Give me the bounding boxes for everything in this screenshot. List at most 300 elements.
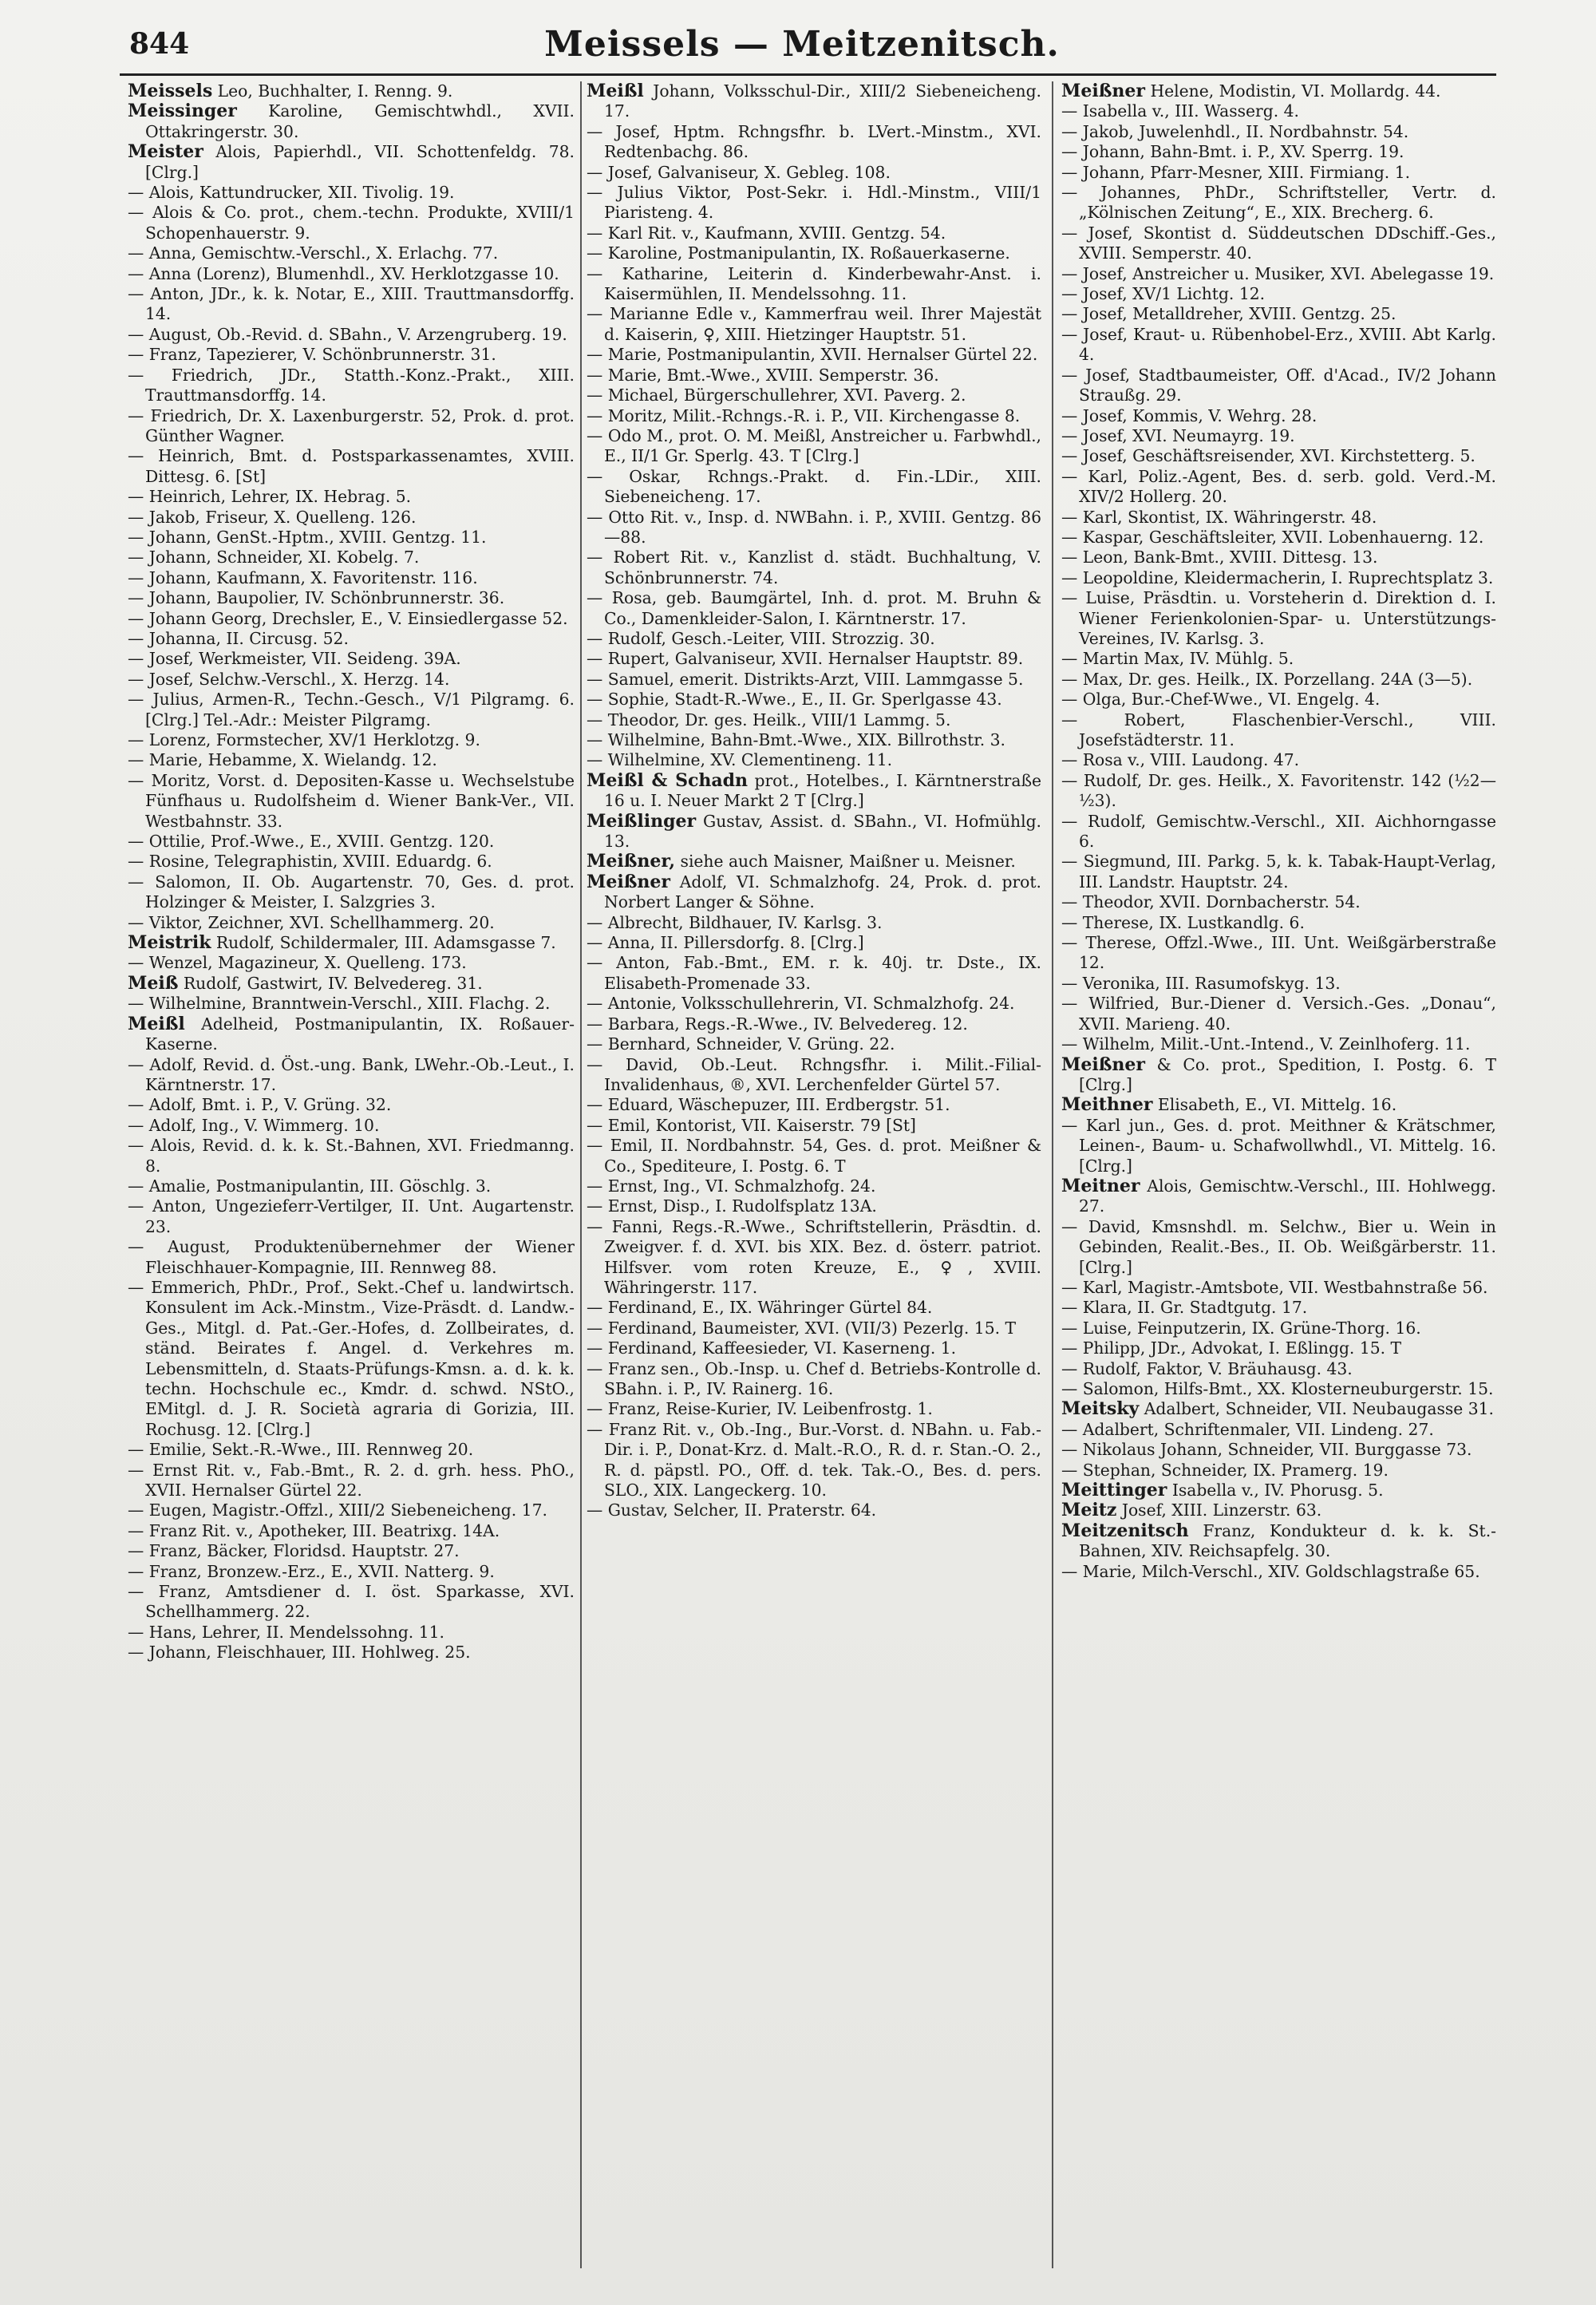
directory-entry <box>587 994 1041 1014</box>
entry-surname: Meißner, <box>587 851 676 872</box>
entry-text: — Bernhard, Schneider, V. Grüng. 22. <box>587 1034 895 1054</box>
directory-entry <box>128 101 575 142</box>
entry-text: — Salomon, Hilfs-Bmt., XX. Klosterneuburgerstr. 15. <box>1061 1379 1494 1398</box>
entry-text: — Leopoldine, Kleidermacherin, I. Ruprechtsplatz 3. <box>1061 567 1494 587</box>
directory-entry <box>1061 142 1496 162</box>
directory-entry <box>587 710 1041 730</box>
directory-column-2 <box>587 81 1041 2284</box>
directory-entry <box>587 467 1041 508</box>
directory-entry <box>1061 710 1496 751</box>
directory-entry <box>128 933 575 953</box>
entry-text: — Hans, Lehrer, II. Mendelssohng. 11. <box>128 1622 444 1642</box>
entry-text: — Marie, Postmanipulantin, XVII. Hernalser Gürtel 22. <box>587 345 1038 365</box>
directory-entry <box>1061 223 1496 264</box>
entry-text: — Johann, GenSt.-Hptm., XVIII. Gentzg. 11. <box>128 527 487 547</box>
directory-entry <box>1061 304 1496 324</box>
entry-surname: Meitz <box>1061 1500 1117 1521</box>
entry-surname: Meissels <box>128 81 213 101</box>
directory-entry <box>587 1095 1041 1115</box>
entry-text: — Friedrich, Dr. X. Laxenburgerstr. 52, Prok. d. prot. Günther Wagner. <box>128 405 575 445</box>
header-rule <box>120 73 1496 76</box>
directory-entry <box>1061 771 1496 812</box>
entry-text: — Fanni, Regs.-R.-Wwe., Schriftstellerin, Präsdtin. d. Zweigver. f. d. XVI. bis XIX. Bez. d. österr. patriot. Hilfsver. vom roten Kreuze, E., ♀, XVIII. Währingerstr. 117. <box>587 1216 1041 1297</box>
entry-text: — Wilhelm, Milit.-Unt.-Intend., V. Zeinlhoferg. 11. <box>1061 1034 1471 1054</box>
directory-entry <box>128 366 575 406</box>
directory-entry <box>1061 508 1496 528</box>
directory-entry <box>1061 568 1496 588</box>
directory-entry <box>1061 1521 1496 1562</box>
entry-text: — Anton, JDr., k. k. Notar, E., XIII. Trauttmansdorffg. 14. <box>128 284 575 324</box>
entry-text: Alois, Gemischtw.-Verschl., III. Hohlwegg. 27. <box>1079 1176 1496 1216</box>
entry-text: — Odo M., prot. O. M. Meißl, Anstreicher u. Farbwhdl., E., II/1 Gr. Sperlg. 43. T [Clrg.] <box>587 425 1041 466</box>
entry-text: — Johann, Kaufmann, X. Favoritenstr. 116. <box>128 567 478 587</box>
entry-text: — Stephan, Schneider, IX. Pramerg. 19. <box>1061 1460 1389 1480</box>
directory-entry <box>587 730 1041 750</box>
entry-text: — Wilhelmine, Branntwein-Verschl., XIII. Flachg. 2. <box>128 994 551 1014</box>
directory-entry <box>1061 750 1496 770</box>
entry-text: — Barbara, Regs.-R.-Wwe., IV. Belvedereg. 12. <box>587 1014 968 1034</box>
entry-text: — Klara, II. Gr. Stadtgutg. 17. <box>1061 1298 1308 1318</box>
entry-text: — Max, Dr. ges. Heilk., IX. Porzellang. 24A (3—5). <box>1061 669 1473 689</box>
directory-entry <box>587 548 1041 588</box>
entry-text: — Ottilie, Prof.-Wwe., E., XVIII. Gentzg. 120. <box>128 832 495 852</box>
directory-entry <box>587 1217 1041 1299</box>
directory-entry <box>1061 974 1496 994</box>
entry-text: Gustav, Assist. d. SBahn., VI. Hofmühlg. 13. <box>604 811 1041 852</box>
entry-text: — Johann Georg, Drechsler, E., V. Einsiedlergasse 52. <box>128 608 568 628</box>
entry-text: — Albrecht, Bildhauer, IV. Karlsg. 3. <box>587 912 883 932</box>
entry-text: — August, Produktenübernehmer der Wiener Fleischhauer-Kompagnie, III. Rennweg 88. <box>128 1237 575 1277</box>
entry-text: — Anton, Ungezieferr-Vertilger, II. Unt. Augartenstr. 23. <box>128 1196 575 1236</box>
directory-entry <box>587 81 1041 122</box>
entry-text: — Karl, Poliz.-Agent, Bes. d. serb. gold. Verd.-M. XIV/2 Hollerg. 20. <box>1061 466 1496 507</box>
entry-text: — Ernst, Ing., VI. Schmalzhofg. 24. <box>587 1176 876 1196</box>
entry-text: — Oskar, Rchngs.-Prakt. d. Fin.-LDir., XIII. Siebeneicheng. 17. <box>587 466 1041 507</box>
directory-entry <box>1061 690 1496 710</box>
entry-text: — Robert Rit. v., Kanzlist d. städt. Buchhaltung, V. Schönbrunnerstr. 74. <box>587 548 1041 587</box>
entry-text: — Lorenz, Formstecher, XV/1 Herklotzg. 9. <box>128 730 480 749</box>
entry-text: — Alois, Kattundrucker, XII. Tivolig. 19. <box>128 183 455 203</box>
directory-entry <box>1061 1562 1496 1582</box>
entry-text: — Ferdinand, E., IX. Währinger Gürtel 84. <box>587 1298 933 1318</box>
directory-entry <box>1061 812 1496 852</box>
entry-text: — Friedrich, JDr., Statth.-Konz.-Prakt., XIII. Trauttmansdorffg. 14. <box>128 365 575 405</box>
directory-entry <box>128 832 575 852</box>
entry-text: — Amalie, Postmanipulantin, III. Göschlg. 3. <box>128 1176 492 1196</box>
directory-entry <box>587 629 1041 649</box>
entry-text: — Ernst Rit. v., Fab.-Bmt., R. 2. d. grh. hess. PhO., XVII. Hernalser Gürtel 22. <box>128 1460 575 1500</box>
directory-entry <box>1061 1420 1496 1440</box>
directory-entry <box>1061 1176 1496 1217</box>
directory-entry <box>128 994 575 1014</box>
directory-entry <box>1061 933 1496 974</box>
directory-entry <box>1061 325 1496 366</box>
entry-text: — Karl, Skontist, IX. Währingerstr. 48. <box>1061 507 1377 527</box>
directory-entry <box>587 1500 1041 1520</box>
entry-text: — Alois & Co. prot., chem.-techn. Produkte, XVIII/1 Schopenhauerstr. 9. <box>128 203 575 243</box>
entry-text: Rudolf, Gastwirt, IV. Belvedereg. 31. <box>183 973 483 993</box>
directory-entry <box>1061 467 1496 508</box>
directory-entry <box>128 345 575 365</box>
directory-entry <box>587 385 1041 405</box>
directory-entry <box>1061 1338 1496 1358</box>
entry-surname: Meissinger <box>128 101 237 122</box>
entry-text: — Therese, Offzl.-Wwe., III. Unt. Weißgärberstraße 12. <box>1061 933 1496 973</box>
entry-text: — Heinrich, Bmt. d. Postsparkassenamtes, XVIII. Dittesg. 6. [St] <box>128 446 575 486</box>
directory-entry <box>587 406 1041 426</box>
directory-entry <box>587 1420 1041 1501</box>
entry-text: — Eduard, Wäschepuzer, III. Erdbergstr. 51. <box>587 1095 950 1115</box>
directory-entry <box>587 223 1041 243</box>
entry-text: Adelheid, Postmanipulantin, IX. Roßauer-Kaserne. <box>145 1014 575 1054</box>
entry-text: — Martin Max, IV. Mühlg. 5. <box>1061 649 1294 669</box>
entry-text: Elisabeth, E., VI. Mittelg. 16. <box>1157 1095 1397 1115</box>
entry-text: — Marianne Edle v., Kammerfrau weil. Ihrer Majestät d. Kaiserin, ♀, XIII. Hietzinger Hauptstr. 51. <box>587 304 1041 344</box>
directory-entry <box>587 1319 1041 1338</box>
directory-column-3 <box>1061 81 1496 2284</box>
directory-entry <box>1061 122 1496 142</box>
entry-text: — Rosa, geb. Baumgärtel, Inh. d. prot. M. Bruhn & Co., Damenkleider-Salon, I. Kärntnerstr. 17. <box>587 588 1041 628</box>
entry-surname: Meißl <box>128 1013 185 1034</box>
directory-entry <box>587 690 1041 710</box>
directory-entry <box>128 142 575 183</box>
directory-entry <box>1061 994 1496 1034</box>
directory-entry <box>128 508 575 528</box>
directory-entry <box>128 528 575 548</box>
directory-entry <box>587 426 1041 467</box>
entry-text: — Samuel, emerit. Distrikts-Arzt, VIII. Lammgasse 5. <box>587 669 1024 689</box>
directory-entry <box>587 953 1041 994</box>
directory-entry <box>1061 588 1496 649</box>
directory-entry <box>587 1196 1041 1216</box>
directory-entry <box>587 649 1041 669</box>
directory-entry <box>128 1541 575 1561</box>
entry-text: — Emmerich, PhDr., Prof., Sekt.-Chef u. landwirtsch. Konsulent im Ack.-Minstm., Vize-Präsdt. d. Landw.-Ges., Mitgl. d. Pat.-Ger.-Hofes, d. Zollbeirates, d. ständ. Beirates f. Angel. d. Verkehres m. Lebensmitteln, d. Staats-Prüfungs-Kmsn. a. d. k. k. techn. Hochschule ec., Kmdr. d. schwd. NStO., EMitgl. d. J. R. Società agraria di Gorizia, III. Rochusg. 12. [Clrg.] <box>128 1277 575 1439</box>
entry-text: Karoline, Gemischtwhdl., XVII. Ottakringerstr. 30. <box>145 101 575 141</box>
directory-entry <box>1061 649 1496 669</box>
entry-text: — Johannes, PhDr., Schriftsteller, Vertr. d. „Kölnischen Zeitung“, E., XIX. Brecherg. 6. <box>1061 183 1496 223</box>
entry-text: — Wenzel, Magazineur, X. Quelleng. 173. <box>128 953 467 973</box>
directory-entry <box>128 629 575 649</box>
entry-text: — Ernst, Disp., I. Rudolfsplatz 13A. <box>587 1196 877 1216</box>
directory-entry <box>128 670 575 690</box>
page-number: 844 <box>129 27 190 61</box>
entry-text: — Viktor, Zeichner, XVI. Schellhammerg. 20. <box>128 912 495 932</box>
entry-text: — Josef, Metalldreher, XVIII. Gentzg. 25. <box>1061 304 1396 324</box>
directory-entry <box>1061 1298 1496 1318</box>
entry-text: — Leon, Bank-Bmt., XVIII. Dittesg. 13. <box>1061 548 1378 567</box>
entry-text: — Theodor, Dr. ges. Heilk., VIII/1 Lammg. 5. <box>587 710 951 729</box>
directory-entry <box>128 953 575 973</box>
directory-entry <box>587 1055 1041 1096</box>
entry-text: — Adolf, Bmt. i. P., V. Grüng. 32. <box>128 1095 392 1115</box>
directory-entry <box>1061 1055 1496 1096</box>
directory-entry <box>128 568 575 588</box>
entry-text: — Rudolf, Faktor, V. Bräuhausg. 43. <box>1061 1358 1353 1378</box>
directory-entry <box>587 183 1041 223</box>
directory-entry <box>128 1500 575 1520</box>
directory-entry <box>1061 1319 1496 1338</box>
entry-surname: Meistrik <box>128 932 211 954</box>
directory-entry <box>1061 1095 1496 1115</box>
entry-text: — Sophie, Stadt-R.-Wwe., E., II. Gr. Sperlgasse 43. <box>587 690 1002 710</box>
directory-entry <box>587 366 1041 385</box>
directory-entry <box>587 1136 1041 1176</box>
directory-entry <box>587 1176 1041 1196</box>
directory-entry <box>587 508 1041 548</box>
column-divider <box>580 81 582 2268</box>
entry-text: — Josef, Galvaniseur, X. Gebleg. 108. <box>587 162 891 182</box>
directory-entry <box>128 1176 575 1196</box>
directory-entry <box>128 487 575 507</box>
entry-surname: Meitner <box>1061 1175 1140 1196</box>
directory-entry <box>587 852 1041 872</box>
directory-entry <box>128 1582 575 1623</box>
directory-entry <box>128 203 575 243</box>
directory-entry <box>587 670 1041 690</box>
entry-text: — Marie, Hebamme, X. Wielandg. 12. <box>128 750 437 770</box>
entry-text: — Veronika, III. Rasumofskyg. 13. <box>1061 973 1341 993</box>
entry-surname: Meißner <box>1061 1054 1146 1075</box>
entry-text: — Adalbert, Schriftenmaler, VII. Lindeng. 27. <box>1061 1419 1434 1439</box>
entry-text: Franz, Kondukteur d. k. k. St.-Bahnen, XIV. Reichsapfelg. 30. <box>1079 1520 1496 1561</box>
directory-entry <box>128 588 575 608</box>
entry-text: — Franz, Amtsdiener d. I. öst. Sparkasse, XVI. Schellhammerg. 22. <box>128 1582 575 1622</box>
entry-text: Isabella v., IV. Phorusg. 5. <box>1171 1481 1384 1500</box>
directory-entry <box>1061 1278 1496 1298</box>
directory-entry <box>128 1055 575 1096</box>
directory-entry <box>1061 528 1496 548</box>
directory-entry <box>587 812 1041 852</box>
directory-entry <box>128 183 575 203</box>
entry-text: — Franz Rit. v., Ob.-Ing., Bur.-Vorst. d. NBahn. u. Fab.-Dir. i. P., Donat-Krz. d. Malt.-R.O., R. d. r. Stan.-O. 2., R. d. päpstl. PO., Off. d. tek. Tak.-O., Bes. d. pers. SLO., XIX. Langeckerg. 10. <box>587 1419 1041 1500</box>
running-title: Meissels — Meitzenitsch. <box>544 24 1060 65</box>
directory-entry <box>1061 1440 1496 1460</box>
directory-entry <box>128 750 575 770</box>
entry-text: — Josef, Stadtbaumeister, Off. d'Acad., IV/2 Johann Straußg. 29. <box>1061 365 1496 405</box>
entry-text: — Karl Rit. v., Kaufmann, XVIII. Gentzg. 54. <box>587 223 946 243</box>
entry-text: Helene, Modistin, VI. Mollardg. 44. <box>1150 81 1441 101</box>
entry-text: — Julius, Armen-R., Techn.-Gesch., V/1 Pilgramg. 6. [Clrg.] Tel.-Adr.: Meister Pilgramg. <box>128 690 575 729</box>
entry-text: — Josef, XVI. Neumayrg. 19. <box>1061 425 1295 445</box>
directory-entry <box>1061 1399 1496 1419</box>
entry-text: — August, Ob.-Revid. d. SBahn., V. Arzengruberg. 19. <box>128 324 567 344</box>
page-header <box>120 22 1484 70</box>
entry-text: — Eugen, Magistr.-Offzl., XIII/2 Siebeneicheng. 17. <box>128 1500 547 1520</box>
entry-text: — Rudolf, Gesch.-Leiter, VIII. Strozzig. 30. <box>587 628 935 648</box>
entry-surname: Meißner <box>587 871 671 892</box>
directory-entry <box>128 81 575 101</box>
entry-text: — Katharine, Leiterin d. Kinderbewahr-Anst. i. Kaisermühlen, II. Mendelssohng. 11. <box>587 263 1041 304</box>
entry-surname: Meitsky <box>1061 1398 1140 1420</box>
directory-entry <box>587 1359 1041 1400</box>
directory-entry <box>1061 1461 1496 1481</box>
directory-entry <box>1061 264 1496 284</box>
directory-entry <box>128 1116 575 1136</box>
directory-entry <box>587 750 1041 770</box>
entry-text: — Johann, Bahn-Bmt. i. P., XV. Sperrg. 19. <box>1061 142 1404 162</box>
entry-text: — Salomon, II. Ob. Augartenstr. 70, Ges. d. prot. Holzinger & Meister, I. Salzgries 3. <box>128 872 575 912</box>
directory-entry <box>1061 1500 1496 1520</box>
directory-entry <box>128 1521 575 1541</box>
entry-text: — David, Kmsnshdl. m. Selchw., Bier u. Wein in Gebinden, Realit.-Bes., II. Ob. Weißgärberstr. 11. [Clrg.] <box>1061 1216 1496 1277</box>
entry-text: — Josef, Skontist d. Süddeutschen DDschiff.-Ges., XVIII. Semperstr. 40. <box>1061 223 1496 263</box>
entry-text: — Johann, Fleischhauer, III. Hohlweg. 25. <box>128 1643 471 1663</box>
directory-entry <box>128 284 575 325</box>
directory-entry <box>128 872 575 913</box>
directory-entry <box>128 1562 575 1582</box>
directory-entry <box>128 1095 575 1115</box>
entry-text: — Ferdinand, Kaffeesieder, VI. Kaserneng. 1. <box>587 1338 957 1358</box>
entry-text: — Marie, Bmt.-Wwe., XVIII. Semperstr. 36. <box>587 365 939 385</box>
entry-text: — Robert, Flaschenbier-Verschl., VIII. Josefstädterstr. 11. <box>1061 710 1496 749</box>
entry-text: — Michael, Bürgerschullehrer, XVI. Paverg. 2. <box>587 385 966 405</box>
directory-entry <box>587 588 1041 629</box>
directory-entry <box>1061 1034 1496 1054</box>
entry-text: — Josef, Selchw.-Verschl., X. Herzg. 14. <box>128 669 450 689</box>
entry-text: — Anton, Fab.-Bmt., EM. r. k. 40j. tr. Dste., IX. Elisabeth-Promenade 33. <box>587 953 1041 993</box>
directory-entry <box>587 243 1041 263</box>
directory-entry <box>587 304 1041 345</box>
entry-text: Adolf, VI. Schmalzhofg. 24, Prok. d. prot. Norbert Langer & Söhne. <box>604 872 1041 912</box>
directory-entry <box>587 1116 1041 1136</box>
entry-text: — Josef, Kraut- u. Rübenhobel-Erz., XVIII. Abt Karlg. 4. <box>1061 324 1496 365</box>
directory-entry <box>587 1298 1041 1318</box>
directory-entry <box>128 446 575 487</box>
directory-entry <box>128 771 575 832</box>
entry-text: Adalbert, Schneider, VII. Neubaugasse 31. <box>1144 1399 1494 1419</box>
entry-surname: Meittinger <box>1061 1480 1167 1501</box>
directory-entry <box>128 264 575 284</box>
entry-text: — Rupert, Galvaniseur, XVII. Hernalser Hauptstr. 89. <box>587 649 1024 669</box>
directory-entry <box>1061 163 1496 183</box>
entry-text: — Josef, Kommis, V. Wehrg. 28. <box>1061 405 1317 425</box>
directory-entry <box>128 730 575 750</box>
entry-text: — Ferdinand, Baumeister, XVI. (VII/3) Pezerlg. 15. T <box>587 1318 1017 1338</box>
entry-text: — Luise, Feinputzerin, IX. Grüne-Thorg. 16. <box>1061 1318 1421 1338</box>
directory-entry <box>1061 366 1496 406</box>
entry-text: — Nikolaus Johann, Schneider, VII. Burggasse 73. <box>1061 1440 1472 1460</box>
entry-text: — Wilhelmine, Bahn-Bmt.-Wwe., XIX. Billrothstr. 3. <box>587 730 1005 749</box>
directory-entry <box>587 872 1041 913</box>
entry-surname: Meister <box>128 141 203 163</box>
entry-text: — Johanna, II. Circusg. 52. <box>128 628 349 648</box>
entry-text: — Jakob, Juwelenhdl., II. Nordbahnstr. 54. <box>1061 121 1409 141</box>
directory-entry <box>128 974 575 994</box>
directory-entry <box>1061 81 1496 101</box>
entry-text: — Josef, Hptm. Rchngsfhr. b. LVert.-Minstm., XVI. Redtenbachg. 86. <box>587 121 1041 162</box>
directory-column-1 <box>128 81 575 2284</box>
entry-text: — Marie, Milch-Verschl., XIV. Goldschlagstraße 65. <box>1061 1561 1480 1581</box>
entry-text: — Anna (Lorenz), Blumenhdl., XV. Herklotzgasse 10. <box>128 263 559 283</box>
entry-text: — Johann, Pfarr-Mesner, XIII. Firmiang. 1. <box>1061 162 1411 182</box>
entry-surname: Meißner <box>1061 81 1146 101</box>
directory-entry <box>1061 1359 1496 1379</box>
directory-entry <box>587 345 1041 365</box>
entry-text: — Karl jun., Ges. d. prot. Meithner & Krätschmer, Leinen-, Baum- u. Schafwollwhdl., VI. Mittelg. 16. [Clrg.] <box>1061 1115 1496 1176</box>
directory-entry <box>587 163 1041 183</box>
directory-entry <box>1061 852 1496 892</box>
entry-text: Johann, Volksschul-Dir., XIII/2 Siebeneicheng. 17. <box>604 81 1041 121</box>
entry-text: — Franz, Reise-Kurier, IV. Leibenfrostg. 1. <box>587 1399 933 1419</box>
entry-text: — Josef, Anstreicher u. Musiker, XVI. Abelegasse 19. <box>1061 263 1495 283</box>
directory-entry <box>128 1278 575 1440</box>
entry-text: Josef, XIII. Linzerstr. 63. <box>1121 1500 1322 1520</box>
directory-entry <box>128 243 575 263</box>
entry-surname: Meißlinger <box>587 810 697 832</box>
directory-entry <box>587 933 1041 953</box>
entry-text: Rudolf, Schildermaler, III. Adamsgasse 7. <box>215 933 556 953</box>
directory-entry <box>128 1237 575 1278</box>
entry-text: — Emilie, Sekt.-R.-Wwe., III. Rennweg 20. <box>128 1440 474 1460</box>
directory-entry <box>1061 1116 1496 1176</box>
directory-entry <box>1061 101 1496 121</box>
entry-text: — Luise, Präsdtin. u. Vorsteherin d. Direktion d. I. Wiener Ferienkolonien-Spar- u. Unterstützungs-Vereines, IV. Karlsg. 3. <box>1061 588 1496 648</box>
directory-entry <box>1061 1217 1496 1278</box>
directory-entry <box>128 1461 575 1501</box>
entry-text: — Theodor, XVII. Dornbacherstr. 54. <box>1061 892 1361 912</box>
directory-entry <box>587 1399 1041 1419</box>
entry-text: — Antonie, Volksschullehrerin, VI. Schmalzhofg. 24. <box>587 994 1015 1014</box>
directory-entry <box>1061 1379 1496 1399</box>
directory-entry <box>128 548 575 567</box>
directory-entry <box>1061 913 1496 933</box>
entry-text: — Franz Rit. v., Apotheker, III. Beatrixg. 14A. <box>128 1520 500 1540</box>
directory-entry <box>128 325 575 345</box>
directory-entry <box>1061 284 1496 304</box>
directory-entry <box>1061 426 1496 446</box>
entry-text: — Jakob, Friseur, X. Quelleng. 126. <box>128 507 417 527</box>
directory-entry <box>128 852 575 872</box>
entry-text: — Josef, Werkmeister, VII. Seideng. 39A. <box>128 649 461 669</box>
entry-surname: Meitzenitsch <box>1061 1520 1189 1541</box>
entry-text: — Julius Viktor, Post-Sekr. i. Hdl.-Minstm., VIII/1 Piaristeng. 4. <box>587 183 1041 223</box>
directory-entry <box>1061 1481 1496 1500</box>
entry-text: — Olga, Bur.-Chef-Wwe., VI. Engelg. 4. <box>1061 690 1381 710</box>
directory-entry <box>1061 406 1496 426</box>
entry-text: prot., Hotelbes., I. Kärntnerstraße 16 u. I. Neuer Markt 2 T [Clrg.] <box>604 770 1041 811</box>
directory-entry <box>128 609 575 629</box>
entry-text: — David, Ob.-Leut. Rchngsfhr. i. Milit.-Filial-Invalidenhaus, ®, XVI. Lerchenfelder Gürtel 57. <box>587 1054 1041 1094</box>
entry-text: — Kaspar, Geschäftsleiter, XVII. Lobenhauerng. 12. <box>1061 527 1484 547</box>
entry-text: — Gustav, Selcher, II. Praterstr. 64. <box>587 1500 877 1520</box>
directory-entry <box>1061 446 1496 466</box>
directory-entry <box>128 1440 575 1460</box>
entry-text: Leo, Buchhalter, I. Renng. 9. <box>217 81 453 101</box>
directory-entry <box>1061 892 1496 912</box>
entry-text: — Rosa v., VIII. Laudong. 47. <box>1061 750 1300 770</box>
directory-entry <box>128 913 575 933</box>
entry-text: — Isabella v., III. Wasserg. 4. <box>1061 101 1299 121</box>
directory-entry <box>587 1014 1041 1034</box>
entry-text: — Emil, II. Nordbahnstr. 54, Ges. d. prot. Meißner & Co., Spediteure, I. Postg. 6. T <box>587 1136 1041 1176</box>
directory-entry <box>587 913 1041 933</box>
entry-text: — Rudolf, Dr. ges. Heilk., X. Favoritenstr. 142 (½2—½3). <box>1061 770 1496 811</box>
entry-text: — Siegmund, III. Parkg. 5, k. k. Tabak-Haupt-Verlag, III. Landstr. Hauptstr. 24. <box>1061 852 1496 892</box>
entry-surname: Meißl & Schadn <box>587 769 748 791</box>
directory-entry <box>128 649 575 669</box>
directory-entry <box>128 1623 575 1643</box>
directory-entry <box>128 1014 575 1055</box>
entry-text: — Heinrich, Lehrer, IX. Hebrag. 5. <box>128 487 412 507</box>
entry-text: Alois, Papierhdl., VII. Schottenfeldg. 78. [Clrg.] <box>145 142 575 182</box>
entry-text: — Franz, Bäcker, Floridsd. Hauptstr. 27. <box>128 1541 460 1561</box>
entry-text: — Adolf, Revid. d. Öst.-ung. Bank, LWehr.-Ob.-Leut., I. Kärntnerstr. 17. <box>128 1054 575 1094</box>
directory-entry <box>128 1196 575 1237</box>
entry-text: — Adolf, Ing., V. Wimmerg. 10. <box>128 1115 380 1135</box>
directory-entry <box>587 1338 1041 1358</box>
entry-text: & Co. prot., Spedition, I. Postg. 6. T [Clrg.] <box>1079 1054 1496 1094</box>
